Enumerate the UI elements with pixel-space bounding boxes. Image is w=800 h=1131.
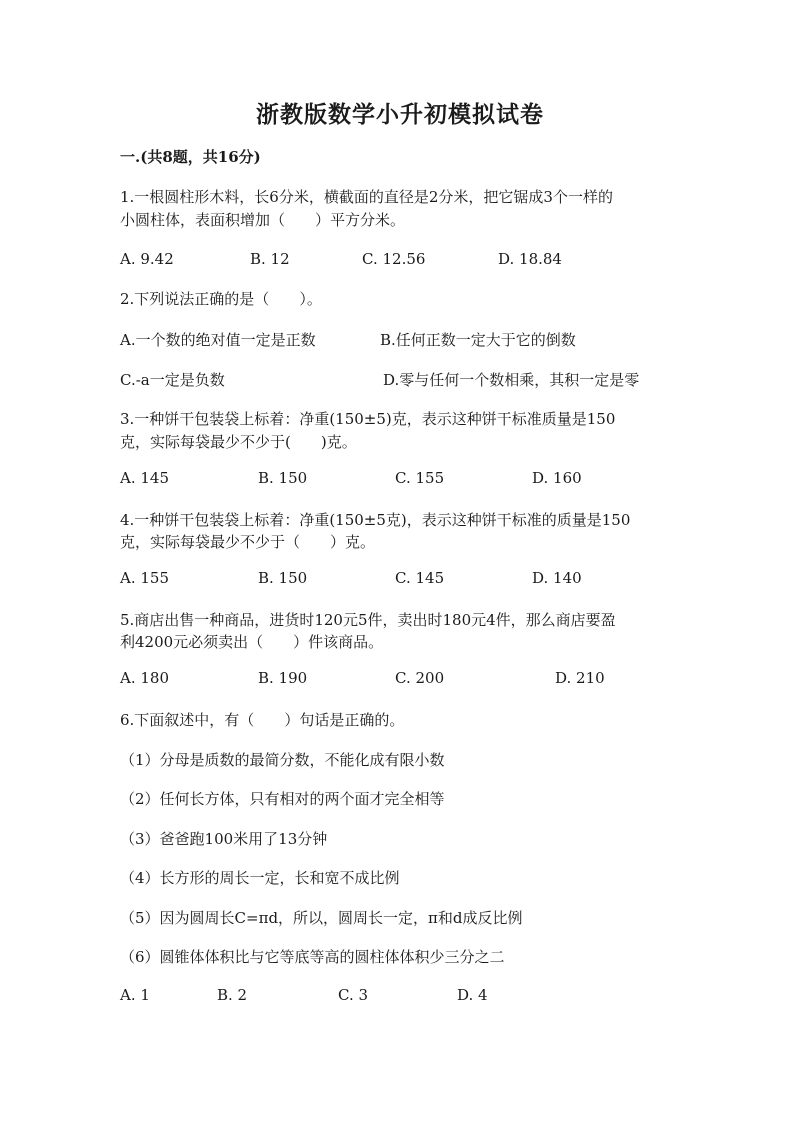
q2-text-line1: 2.下列说法正确的是（ ）。 (120, 290, 322, 308)
q4-text-line2: 克，实际每袋最少不少于（ ）克。 (120, 533, 376, 551)
q4-option-b: B. 150 (258, 569, 308, 587)
q1-option-d: D. 18.84 (498, 250, 562, 268)
q1-option-c: C. 12.56 (362, 250, 426, 268)
q5-option-a: A. 180 (120, 669, 169, 687)
q6-statement-1: （1）分母是质数的最简分数，不能化成有限小数 (120, 751, 445, 769)
q6-statement-6: （6）圆锥体体积比与它等底等高的圆柱体体积少三分之二 (120, 948, 505, 966)
q2-option-a: A.一个数的绝对值一定是正数 (120, 331, 316, 349)
q5-option-c: C. 200 (395, 669, 445, 687)
q3-option-a: A. 145 (120, 469, 169, 487)
q6-option-c: C. 3 (338, 986, 369, 1004)
q4-option-d: D. 140 (532, 569, 582, 587)
q4-option-c: C. 145 (395, 569, 445, 587)
q1-option-b: B. 12 (250, 250, 290, 268)
q1-text-line1: 1.一根圆柱形木料，长6分米，横截面的直径是2分米，把它锯成3个一样的 (120, 188, 613, 206)
q5-option-b: B. 190 (258, 669, 308, 687)
q6-statement-4: （4）长方形的周长一定，长和宽不成比例 (120, 869, 400, 887)
q3-option-b: B. 150 (258, 469, 308, 487)
q6-statement-5: （5）因为圆周长C=πd，所以，圆周长一定，π和d成反比例 (120, 909, 523, 927)
q6-statement-3: （3）爸爸跑100米用了13分钟 (120, 830, 328, 848)
q6-text-line1: 6.下面叙述中，有（ ）句话是正确的。 (120, 711, 405, 729)
q3-option-d: D. 160 (532, 469, 582, 487)
q6-option-d: D. 4 (457, 986, 488, 1004)
q3-text-line2: 克，实际每袋最少不少于( )克。 (120, 433, 357, 451)
section-heading: 一.(共8题，共16分) (120, 148, 261, 166)
q1-text-line2: 小圆柱体，表面积增加（ ）平方分米。 (120, 211, 406, 229)
q6-statement-2: （2）任何长方体，只有相对的两个面才完全相等 (120, 790, 445, 808)
q1-option-a: A. 9.42 (120, 250, 174, 268)
q6-option-b: B. 2 (217, 986, 248, 1004)
q5-text-line1: 5.商店出售一种商品，进货时120元5件，卖出时180元4件，那么商店要盈 (120, 611, 616, 629)
q2-option-d: D.零与任何一个数相乘，其积一定是零 (383, 371, 640, 389)
q3-option-c: C. 155 (395, 469, 445, 487)
q5-text-line2: 利4200元必须卖出（ ）件该商品。 (120, 633, 384, 651)
q6-option-a: A. 1 (120, 986, 150, 1004)
q2-option-c: C.-a一定是负数 (120, 371, 225, 389)
q3-text-line1: 3.一种饼干包装袋上标着：净重(150±5)克，表示这种饼干标准质量是150 (120, 410, 616, 428)
q4-text-line1: 4.一种饼干包装袋上标着：净重(150±5克)，表示这种饼干标准的质量是150 (120, 511, 631, 529)
q2-option-b: B.任何正数一定大于它的倒数 (380, 331, 576, 349)
q5-option-d: D. 210 (555, 669, 605, 687)
page-title: 浙教版数学小升初模拟试卷 (256, 101, 544, 128)
q4-option-a: A. 155 (120, 569, 169, 587)
